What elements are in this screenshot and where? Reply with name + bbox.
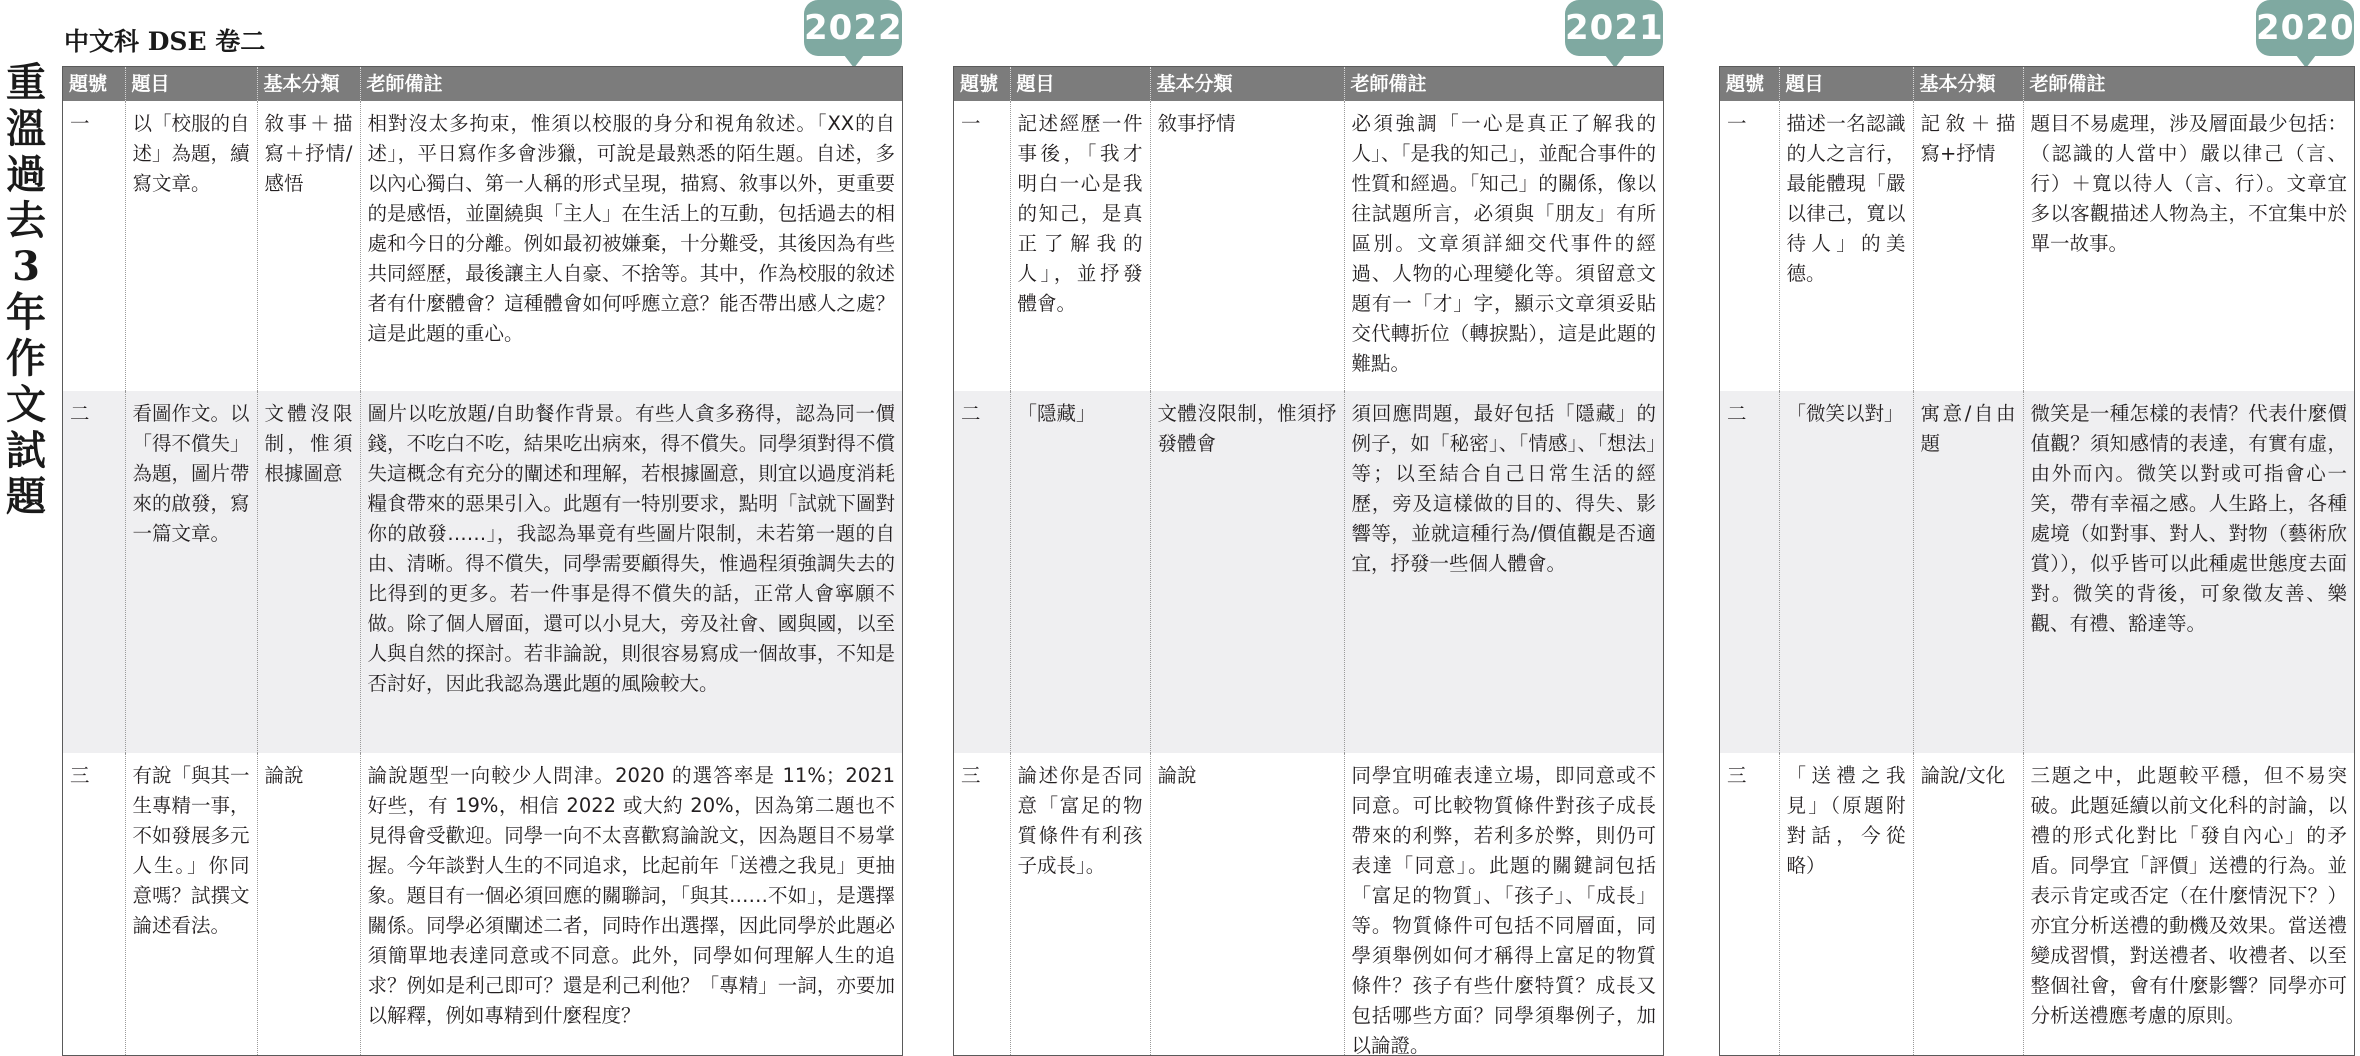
table-header-row xyxy=(63,67,902,101)
question-num: 一 xyxy=(63,101,125,391)
question-topic: 有說「與其一生專精一事，不如發展多元人生。」你同意嗎？試撰文論述看法。 xyxy=(125,753,257,1055)
year-tab-2021: 2021 xyxy=(1565,0,1663,56)
panel-2021 xyxy=(953,66,1664,1056)
side-title-char: 去 xyxy=(6,197,46,244)
question-num: 二 xyxy=(1720,391,1779,753)
table-row xyxy=(1720,753,2354,1055)
question-num: 一 xyxy=(954,101,1010,391)
table-row xyxy=(1720,101,2354,391)
header-topic: 題目 xyxy=(125,67,257,101)
header-category: 基本分類 xyxy=(257,67,360,101)
header-num: 題號 xyxy=(954,67,1010,101)
question-topic: 看圖作文。以「得不償失」為題，圖片帶來的啟發，寫一篇文章。 xyxy=(125,391,257,753)
question-topic: 「送禮之我見」（原題附對話，今從略） xyxy=(1779,753,1913,1055)
document-title: 中文科 DSE 卷二 xyxy=(64,27,266,56)
table-row xyxy=(1720,391,2354,753)
panel-2022 xyxy=(62,66,903,1056)
teacher-notes: 必須強調「一心是真正了解我的人」、「是我的知己」，並配合事件的性質和經過。「知己」的關係，像以往試題所言，必須與「朋友」有所區別。文章須詳細交代事件的經過、人物的心理變化等。須留意文題有一「才」字，顯示文章須妥貼交代轉折位（轉捩點），這是此題的難點。 xyxy=(1351,112,1656,375)
question-category: 文體沒限制，惟須抒發體會 xyxy=(1150,391,1344,753)
question-topic: 「微笑以對」 xyxy=(1779,391,1913,753)
question-category: 敘事＋描寫＋抒情/感悟 xyxy=(257,101,360,391)
teacher-notes: 圖片以吃放題/自助餐作背景。有些人貪多務得，認為同一價錢，不吃白不吃，結果吃出病來，得不償失。同學須對得不償失這概念有充分的闡述和理解，若根據圖意，則宜以過度消耗糧食帶來的惡果引入。此題有一特別要求，點明「試就下圖對你的啟發……」，我認為畢竟有些圖片限制，未若第一題的自由、清晰。得不償失，同學需要顧得失，惟過程須強調失去的比得到的更多。若一件事是得不償失的話，正常人會寧願不做。除了個人層面，還可以小見大，旁及社會、國與國，以至人與自然的探討。若非論說，則很容易寫成一個故事，不知是否討好，因此我認為選此題的風險較大。 xyxy=(360,391,902,753)
table-row xyxy=(954,753,1663,1056)
side-title-char: 作 xyxy=(6,335,46,382)
question-num: 二 xyxy=(954,391,1010,753)
side-title-char: 過 xyxy=(6,151,46,198)
question-num: 二 xyxy=(63,391,125,753)
question-num: 一 xyxy=(1720,101,1779,391)
question-topic: 以「校服的自述」為題，續寫文章。 xyxy=(125,101,257,391)
question-category: 記敘＋描寫+抒情 xyxy=(1913,101,2023,391)
table-row xyxy=(63,101,902,391)
teacher-notes: 論說題型一向較少人問津。2020 的選答率是 11%；2021 好些，有 19%，相信 2022 或大約 20%，因為第二題也不見得會受歡迎。同學一向不太喜歡寫論說文，因為題目不易掌握。今年談對人生的不同追求，比起前年「送禮之我見」更抽象。題目有一個必須回應的關聯詞，「與其……不如」，是選擇關係。同學必須闡述二者，同時作出選擇，因此同學於此題必須簡單地表達同意或不同意。此外，同學如何理解人生的追求？例如是利己即可？還是利己利他？「專精」一詞，亦要加以解釋，例如專精到什麼程度？ xyxy=(367,764,895,1027)
teacher-notes: 須回應問題，最好包括「隱藏」的例子，如「秘密」、「情感」、「想法」等；以至結合自己日常生活的經歷，旁及這樣做的目的、得失、影響等，並就這種行為/價值觀是否適宜，抒發一些個人體會。 xyxy=(1344,391,1663,753)
question-category: 文體沒限制，惟須根據圖意 xyxy=(257,391,360,753)
table-row xyxy=(63,391,902,753)
teacher-notes: 題目不易處理，涉及層面最少包括：（認識的人當中）嚴以律己（言、行）＋寬以待人（言、行）。文章宜多以客觀描述人物為主，不宜集中於單一故事。 xyxy=(2030,112,2347,255)
teacher-notes: 相對沒太多拘束，惟須以校服的身分和視角敘述。「XX的自述」，平日寫作多會涉獵，可說是最熟悉的陌生題。自述，多以內心獨白、第一人稱的形式呈現，描寫、敘事以外，更重要的是感悟，並圍繞與「主人」在生活上的互動，包括過去的相處和今日的分離。例如最初被嫌棄，十分難受，其後因為有些共同經歷，最後讓主人自豪、不捨等。其中，作為校服的敘述者有什麼體會？這種體會如何呼應立意？能否帶出感人之處？這是此題的重心。 xyxy=(367,112,895,345)
side-title-char: 試 xyxy=(6,427,46,474)
header-num: 題號 xyxy=(1720,67,1779,101)
question-category: 敘事抒情 xyxy=(1150,101,1344,391)
year-tab-2020: 2020 xyxy=(2256,0,2354,56)
question-num: 三 xyxy=(1720,753,1779,1055)
header-notes: 老師備註 xyxy=(2023,67,2354,101)
exam-table-2020 xyxy=(1720,67,2354,1055)
side-title-char: 重 xyxy=(6,59,46,106)
question-num: 三 xyxy=(954,753,1010,1056)
teacher-notes: 微笑是一種怎樣的表情？代表什麼價值觀？須知感情的表達，有實有虛，由外而內。微笑以對或可指會心一笑，帶有幸福之感。人生路上，各種處境（如對事、對人、對物（藝術欣賞）），似乎皆可以此種處世態度去面對。微笑的背後，可象徵友善、樂觀、有禮、豁達等。 xyxy=(2023,391,2354,753)
exam-table-2021 xyxy=(954,67,1663,1056)
year-tab-2022: 2022 xyxy=(804,0,902,56)
teacher-notes: 三題之中，此題較平穩，但不易突破。此題延續以前文化科的討論，以禮的形式化對比「發自內心」的矛盾。同學宜「評價」送禮的行為。並表示肯定或否定（在什麼情況下？）亦宜分析送禮的動機及效果。當送禮變成習慣，對送禮者、收禮者、以至整個社會，會有什麼影響？同學亦可分析送禮應考慮的原則。 xyxy=(2030,764,2347,1027)
table-row xyxy=(954,101,1663,391)
header-category: 基本分類 xyxy=(1150,67,1344,101)
question-topic: 描述一名認識的人之言行，最能體現「嚴以律己，寬以待人」的美德。 xyxy=(1779,101,1913,391)
header-topic: 題目 xyxy=(1010,67,1150,101)
side-title-char: 題 xyxy=(6,473,46,520)
side-title-char: 3 xyxy=(12,243,40,290)
question-topic: 「隱藏」 xyxy=(1010,391,1150,753)
question-category: 寓意/自由題 xyxy=(1913,391,2023,753)
table-row xyxy=(63,753,902,1055)
header-notes: 老師備註 xyxy=(360,67,902,101)
table-header-row xyxy=(954,67,1663,101)
table-header-row xyxy=(1720,67,2354,101)
side-title-char: 年 xyxy=(6,289,46,336)
side-title xyxy=(4,60,48,520)
header-category: 基本分類 xyxy=(1913,67,2023,101)
side-title-char: 文 xyxy=(6,381,46,428)
question-topic: 記述經歷一件事後，「我才明白一心是我的知己，是真正了解我的人」，並抒發體會。 xyxy=(1010,101,1150,391)
question-topic: 論述你是否同意「富足的物質條件有利孩子成長」。 xyxy=(1010,753,1150,1056)
exam-table-2022 xyxy=(63,67,902,1055)
question-category: 論說 xyxy=(257,753,360,1055)
question-num: 三 xyxy=(63,753,125,1055)
teacher-notes: 同學宜明確表達立場，即同意或不同意。可比較物質條件對孩子成長帶來的利弊，若利多於弊，則仍可表達「同意」。此題的關鍵詞包括「富足的物質」、「孩子」、「成長」等。物質條件可包括不同層面，同學須舉例如何才稱得上富足的物質條件？孩子有些什麼特質？成長又包括哪些方面？同學須舉例子，加以論證。 xyxy=(1351,764,1656,1056)
table-row xyxy=(954,391,1663,753)
side-title-char: 溫 xyxy=(6,105,46,152)
panel-2020 xyxy=(1719,66,2355,1056)
question-category: 論說 xyxy=(1150,753,1344,1056)
header-num: 題號 xyxy=(63,67,125,101)
question-category: 論說/文化 xyxy=(1913,753,2023,1055)
header-topic: 題目 xyxy=(1779,67,1913,101)
header-notes: 老師備註 xyxy=(1344,67,1663,101)
